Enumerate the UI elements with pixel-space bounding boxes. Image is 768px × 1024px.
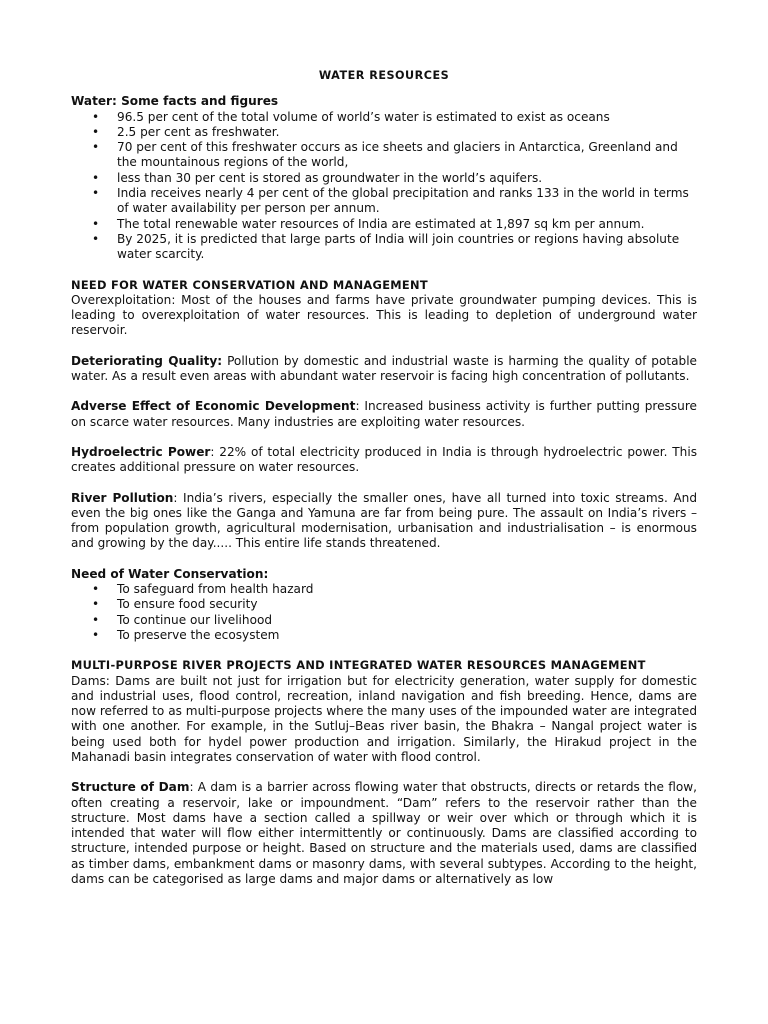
river-label: River Pollution [71, 490, 174, 505]
list-item: • 96.5 per cent of the total volume of world’s water is estimated to exist as oceans [71, 110, 697, 125]
facts-heading: Water: Some facts and figures [71, 94, 279, 109]
adverse-text: : Increased business activity is further putting pressure on scarce water resources. Many industries are exploiting water resources. [71, 399, 697, 429]
facts-list [71, 110, 697, 263]
adverse-label: Adverse Effect of Economic Development [71, 399, 356, 414]
section-heading: NEED FOR WATER CONSERVATION AND MANAGEMENT [71, 277, 428, 292]
hydro-label: Hydroelectric Power [71, 444, 211, 459]
list-item: • The total renewable water resources of India are estimated at 1,897 sq km per annum. [71, 217, 697, 232]
structure-text: : A dam is a barrier across flowing water that obstructs, directs or retards the flow, often creating a reservoir, lake or impoundment. “Dam” refers to the reservoir rather than the structure. Most dams have a section called a spillway or weir over which or through which it is intended that water will flow either intermittently or continuously. Dams are classified according to structure, intended purpose or height. Based on structure and the materials used, dams are classified as timber dams, embankment dams or masonry dams, with several subtypes. According to the height, dams can be categorised as large dams and major dams or alternatively as low [71, 780, 697, 887]
deteriorating-paragraph [71, 354, 697, 385]
structure-label: Structure of Dam [71, 780, 190, 795]
list-item: • India receives nearly 4 per cent of the global precipitation and ranks 133 in the world in terms of water availability per person per annum. [71, 186, 697, 217]
hydro-paragraph [71, 445, 697, 476]
list-item: • less than 30 per cent is stored as groundwater in the world’s aquifers. [71, 171, 697, 186]
list-item: • By 2025, it is predicted that large parts of India will join countries or regions having absolute water scarcity. [71, 232, 697, 263]
section-heading: MULTI-PURPOSE RIVER PROJECTS AND INTEGRATED WATER RESOURCES MANAGEMENT [71, 658, 646, 673]
multipurpose-section [71, 658, 697, 765]
list-item: • To safeguard from health hazard [71, 582, 697, 597]
list-item: • To ensure food security [71, 597, 697, 612]
list-item: • To continue our livelihood [71, 613, 697, 628]
dams-paragraph: Dams: Dams are built not just for irrigation but for electricity generation, water supply for domestic and industrial uses, flood control, recreation, inland navigation and fish breeding. Hence, dams are now referred to as multi-purpose projects where the many uses of the impounded water are integrated with one another. For example, in the Sutluj–Beas river basin, the Bhakra – Nangal project water is being used both for hydel power production and irrigation. Similarly, the Hirakud project in the Mahanadi basin integrates conservation of water with flood control. [71, 673, 697, 764]
list-item: • 70 per cent of this freshwater occurs as ice sheets and glaciers in Antarctica, Greenland and the mountainous regions of the world, [71, 140, 697, 171]
structure-paragraph [71, 780, 697, 887]
overexploitation-paragraph: Overexploitation: Most of the houses and farms have private groundwater pumping devices. This is leading to overexploitation of water resources. This is leading to depletion of underground water reservoir. [71, 292, 697, 338]
list-item: • 2.5 per cent as freshwater. [71, 125, 697, 140]
need-conservation-section [71, 278, 697, 339]
river-paragraph [71, 491, 697, 552]
river-text: : India’s rivers, especially the smaller ones, have all turned into toxic streams. And even the big ones like the Ganga and Yamuna are far from being pure. The assault on India’s rivers – from population growth, agricultural modernisation, urbanisation and industrialisation – is enormous and growing by the day..... This entire life stands threatened. [71, 490, 697, 551]
need-of-section [71, 567, 697, 643]
need-of-heading: Need of Water Conservation: [71, 566, 269, 581]
adverse-paragraph [71, 399, 697, 430]
deteriorating-label: Deteriorating Quality: [71, 353, 223, 368]
need-of-list [71, 582, 697, 643]
deteriorating-text: Pollution by domestic and industrial waste is harming the quality of potable water. As a result even areas with abundant water reservoir is facing high concentration of pollutants. [71, 353, 697, 384]
document-page [71, 68, 697, 887]
hydro-text: : 22% of total electricity produced in India is through hydroelectric power. This creates additional pressure on water resources. [71, 444, 698, 475]
page-title: WATER RESOURCES [318, 69, 450, 82]
list-item: • To preserve the ecosystem [71, 628, 697, 643]
